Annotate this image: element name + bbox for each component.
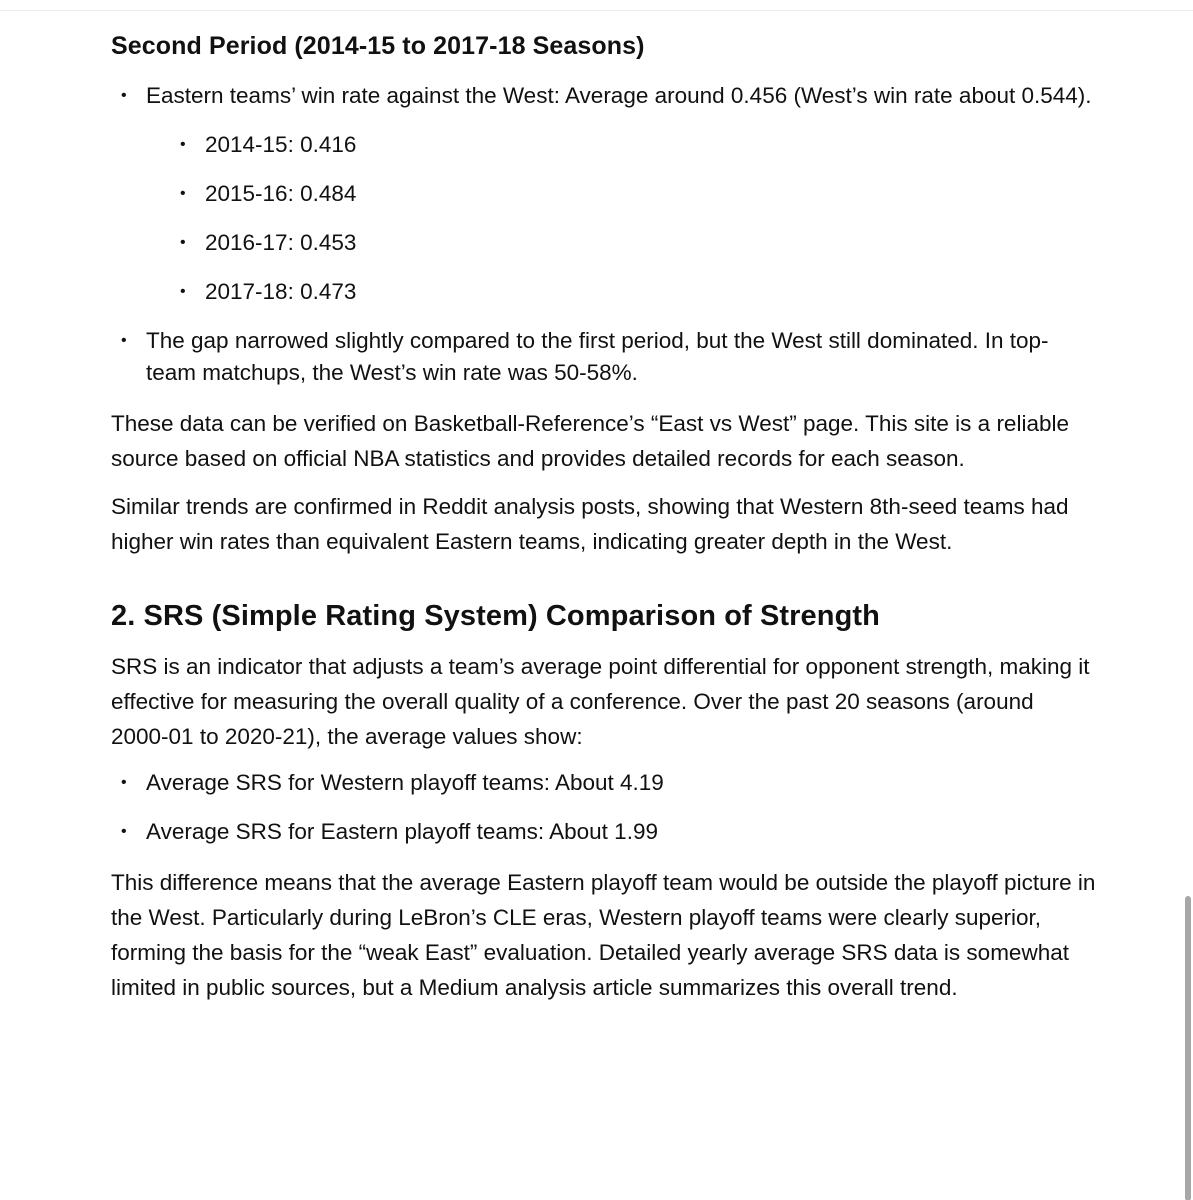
vertical-scrollbar[interactable]	[1185, 896, 1191, 1200]
section-heading-srs: 2. SRS (Simple Rating System) Comparison of Strength	[111, 600, 880, 632]
list-item-season: • 2016-17: 0.453	[146, 227, 1096, 259]
list-item-season: • 2015-16: 0.484	[146, 178, 1096, 210]
paragraph-srs-intro: SRS is an indicator that adjusts a team’s average point differential for opponent strength, making it effective for measuring the overall quality of a conference. Over the past 20 seasons (around 2000-01 to 2020-21), the average values show:	[111, 654, 1090, 749]
list-item-season: • 2017-18: 0.473	[146, 276, 1096, 308]
seasons-sublist	[146, 129, 1096, 308]
list-item-srs-east: • Average SRS for Eastern playoff teams: About 1.99	[111, 816, 1096, 848]
list-item-season: • 2014-15: 0.416	[146, 129, 1096, 161]
top-divider	[0, 0, 1193, 11]
list-item-win-rate	[111, 80, 1096, 308]
win-rate-text: Eastern teams’ win rate against the West: Average around 0.456 (West’s win rate about 0.544).	[146, 83, 1092, 108]
second-period-list	[111, 80, 1096, 389]
paragraph-srs-conclusion: This difference means that the average Eastern playoff team would be outside the playoff picture in the West. Particularly during LeBron’s CLE eras, Western playoff teams were clearly superior, forming the basis for the “weak East” evaluation. Detailed yearly average SRS data is somewhat limited in public sources, but a Medium analysis article summarizes this overall trend.	[111, 870, 1096, 1000]
section-heading-second-period: Second Period (2014-15 to 2017-18 Seasons)	[111, 32, 645, 60]
message-content	[111, 28, 1096, 1018]
srs-list	[111, 767, 1096, 848]
paragraph-verification: These data can be verified on Basketball-Reference’s “East vs West” page. This site is a reliable source based on official NBA statistics and provides detailed records for each season.	[111, 411, 1069, 471]
list-item-gap: • The gap narrowed slightly compared to the first period, but the West still dominated. In top-team matchups, the West’s win rate was 50-58%.	[111, 325, 1096, 389]
list-item-srs-west: • Average SRS for Western playoff teams: About 4.19	[111, 767, 1096, 799]
paragraph-reddit: Similar trends are confirmed in Reddit analysis posts, showing that Western 8th-seed teams had higher win rates than equivalent Eastern teams, indicating greater depth in the West.	[111, 494, 1069, 554]
